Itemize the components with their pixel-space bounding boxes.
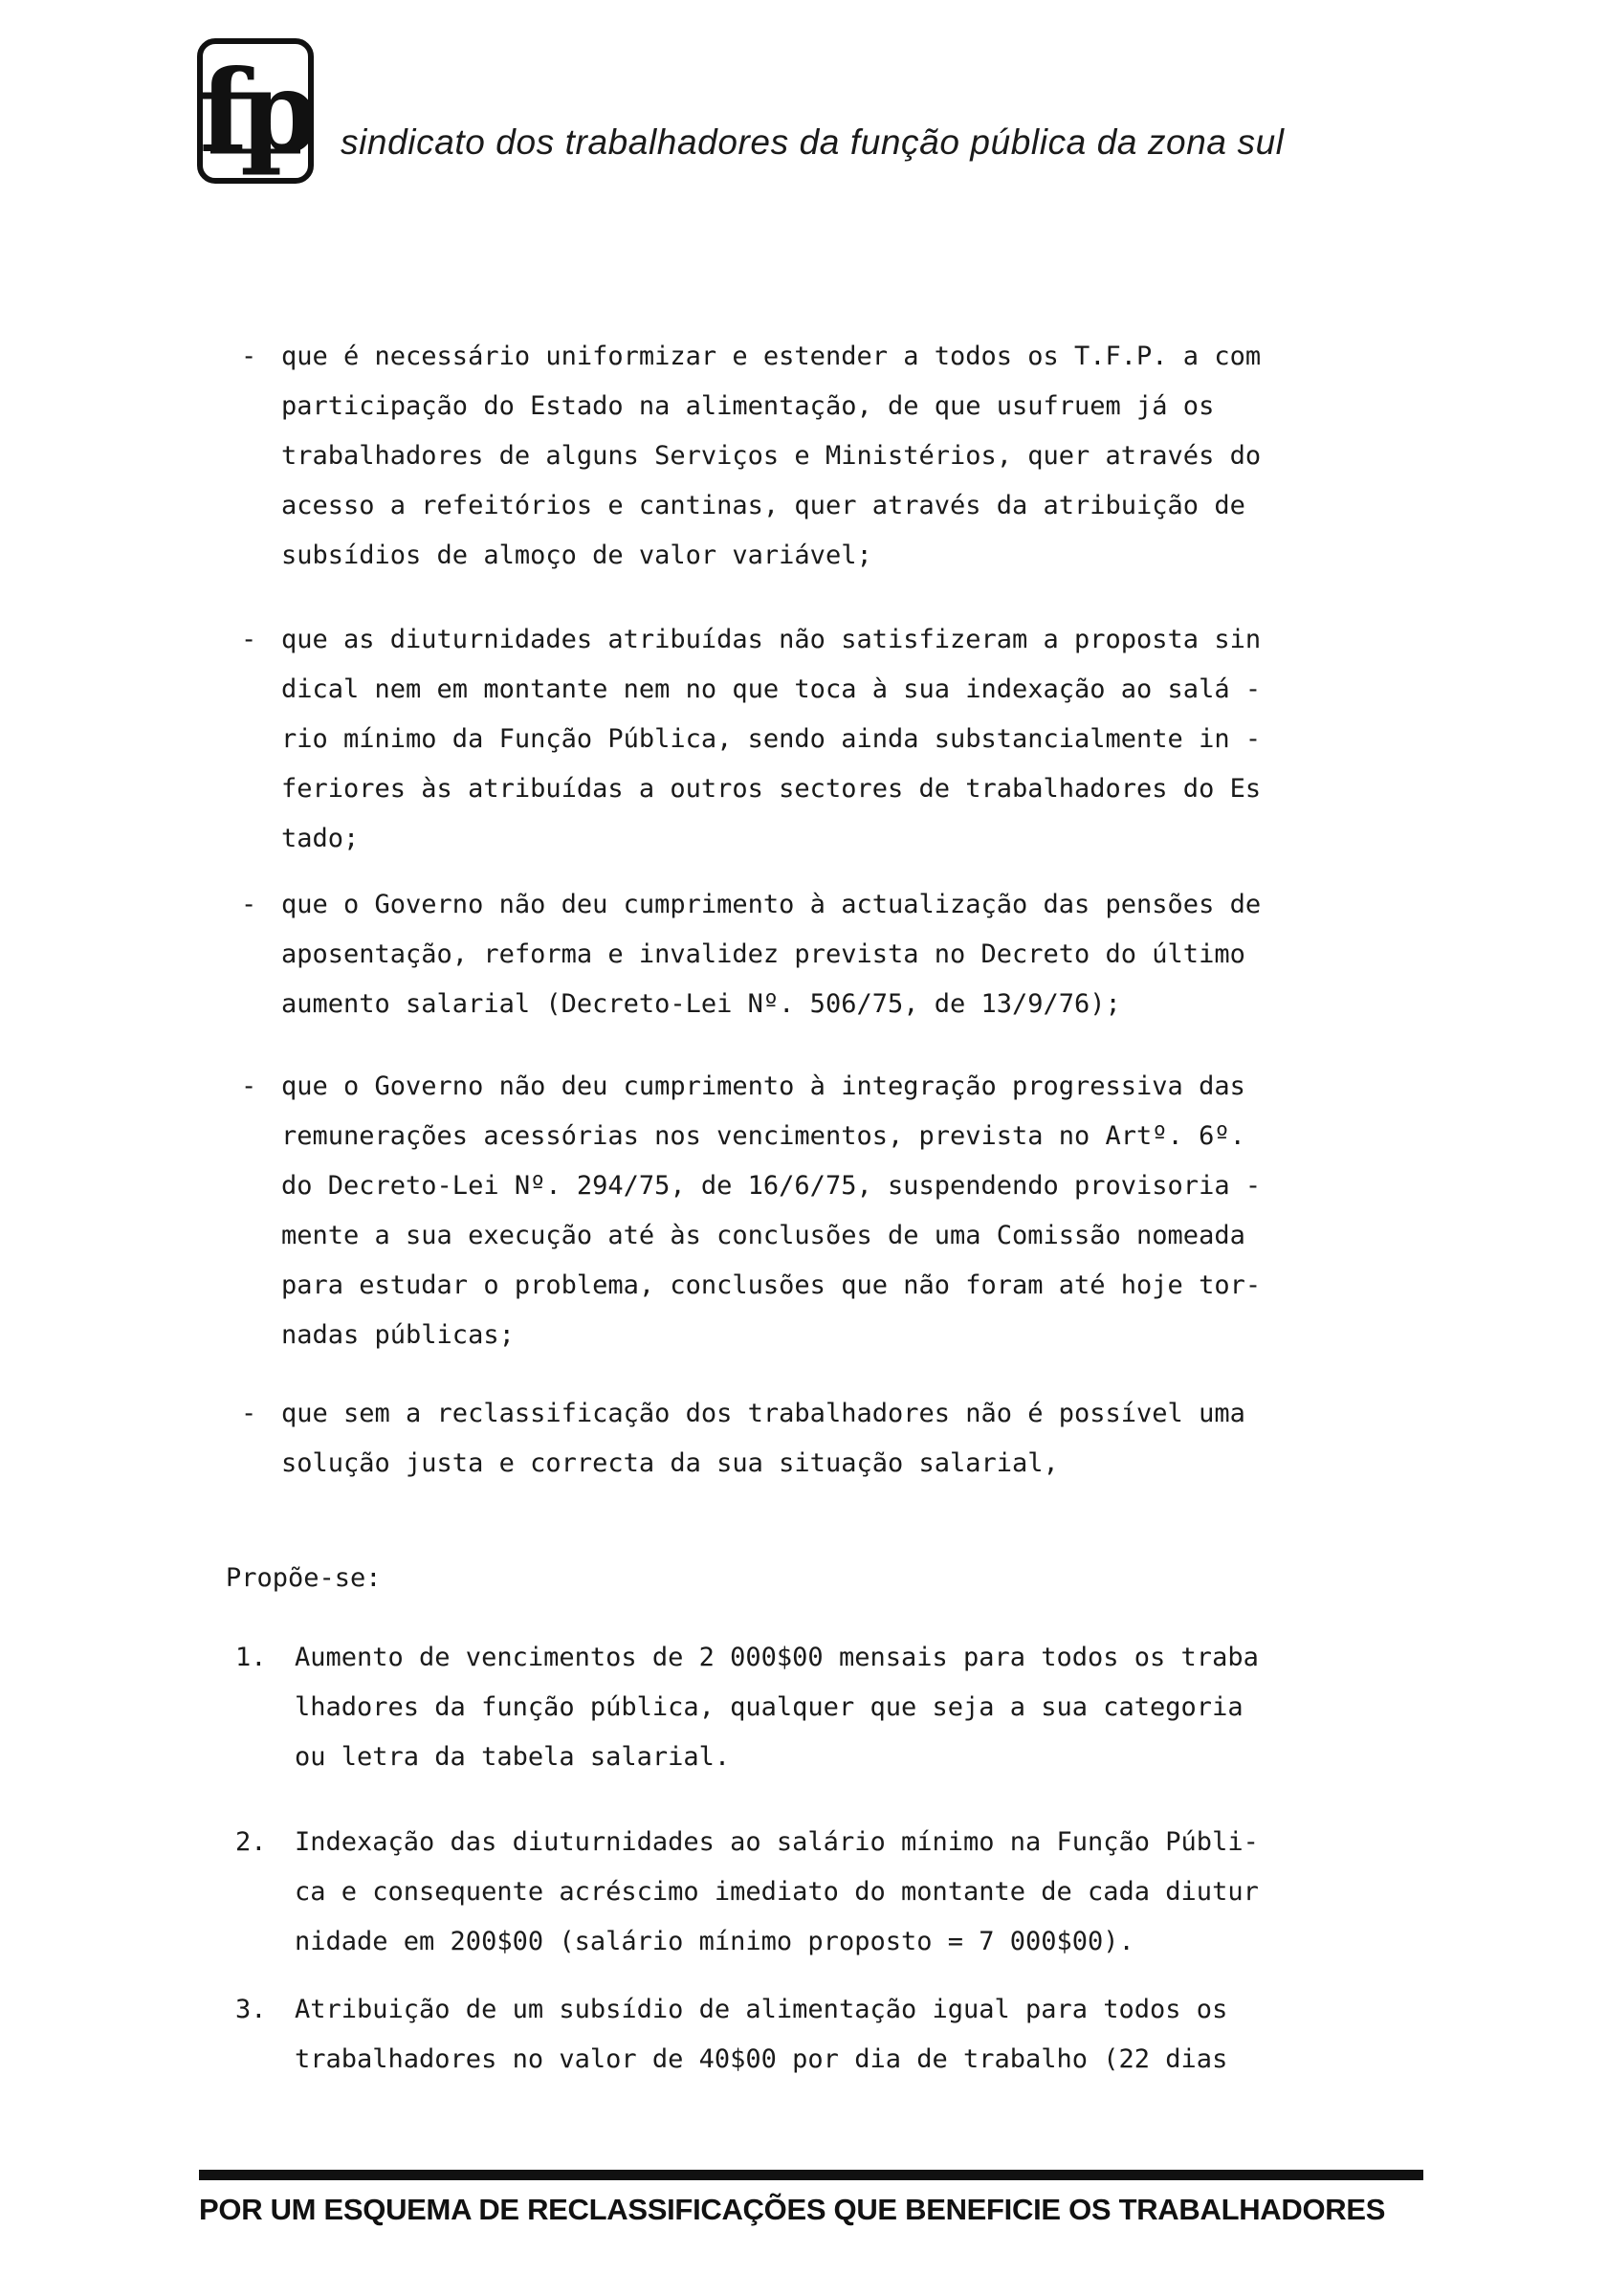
consideration-text: que as diuturnidades atribuídas não satisfizeram a proposta sin dical nem em montante nem no que toca à sua indexação ao salá - rio mínimo da Função Pública, sendo ainda substancialmente in - feriores às atribuídas a outros sectores de trabalhadores do Es tado;: [281, 625, 1262, 853]
bullet-dash: -: [241, 625, 257, 654]
consideration-item: [241, 880, 1408, 1029]
bullet-dash: -: [241, 1399, 257, 1428]
logo-lettering: fp: [199, 45, 312, 178]
consideration-text: que o Governo não deu cumprimento à actualização das pensões de aposentação, reforma e invalidez prevista no Decreto do último aumento salarial (Decreto-Lei Nº. 506/75, de 13/9/76);: [281, 890, 1262, 1019]
proposal-number: 1.: [235, 1643, 267, 1672]
consideration-text: que sem a reclassificação dos trabalhadores não é possível uma solução justa e correcta da sua situação salarial,: [281, 1399, 1245, 1478]
proposal-text: Atribuição de um subsídio de alimentação igual para todos os trabalhadores no valor de 40$00 por dia de trabalho (22 dias: [295, 1995, 1228, 2074]
consideration-item: [241, 332, 1408, 581]
union-name: sindicato dos trabalhadores da função pública da zona sul: [341, 122, 1285, 162]
footer-divider: [199, 2170, 1423, 2180]
consideration-text: que o Governo não deu cumprimento à integração progressiva das remunerações acessórias nos vencimentos, prevista no Artº. 6º. do Decreto-Lei Nº. 294/75, de 16/6/75, suspendendo provisoria - mente a sua execução até às conclusões de uma Comissão nomeada para estudar o problema, conclusões que não foram até hoje tor- nadas públicas;: [281, 1071, 1262, 1350]
proposals-heading: Propõe-se:: [226, 1563, 382, 1593]
footer-slogan: POR UM ESQUEMA DE RECLASSIFICAÇÕES QUE BENEFICIE OS TRABALHADORES: [199, 2193, 1386, 2226]
consideration-item: [241, 1389, 1408, 1489]
proposal-number: 2.: [235, 1827, 267, 1857]
bullet-dash: -: [241, 1071, 257, 1101]
union-logo: [197, 38, 314, 184]
proposal-number: 3.: [235, 1995, 267, 2024]
proposal-text: Aumento de vencimentos de 2 000$00 mensais para todos os traba lhadores da função pública, qualquer que seja a sua categoria ou letra da tabela salarial.: [295, 1643, 1259, 1772]
consideration-item: [241, 615, 1408, 864]
proposal-item: [235, 1633, 1412, 1782]
bullet-dash: -: [241, 890, 257, 919]
proposal-item: [235, 1985, 1412, 2085]
proposal-text: Indexação das diuturnidades ao salário mínimo na Função Públi- ca e consequente acréscimo imediato do montante de cada diutur nidade em 200$00 (salário mínimo proposto = 7 000$00).: [295, 1827, 1259, 1956]
bullet-dash: -: [241, 342, 257, 371]
consideration-text: que é necessário uniformizar e estender a todos os T.F.P. a com participação do Estado na alimentação, de que usufruem já os trabalhadores de alguns Serviços e Ministérios, quer através do acesso a refeitórios e cantinas, quer através da atribuição de subsídios de almoço de valor variável;: [281, 342, 1262, 570]
proposal-item: [235, 1818, 1412, 1967]
consideration-item: [241, 1062, 1408, 1360]
